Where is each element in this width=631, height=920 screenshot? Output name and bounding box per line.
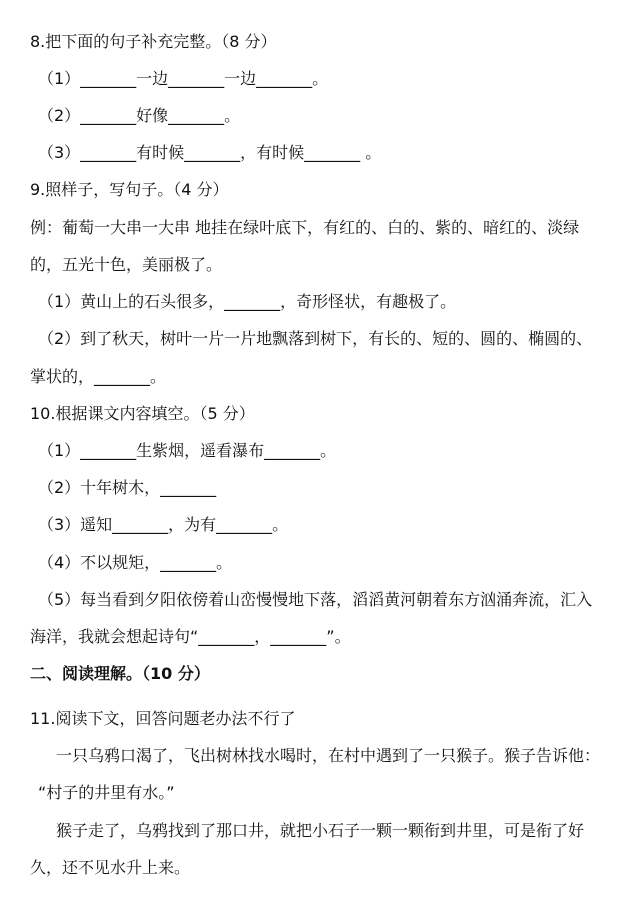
q8-item-2: （2）_______好像_______。 [38,106,241,125]
passage-p1-line-1: 一只乌鸦口渴了，飞出树林找水喝时，在村中遇到了一只猴子。猴子告诉他： [56,746,601,765]
q10-item-4: （4）不以规矩，_______。 [38,553,233,572]
q8-item-1: （1）_______一边_______一边_______。 [38,69,329,88]
q10-item-2: （2）十年树木，_______ [38,478,217,497]
q8-title: 8.把下面的句子补充完整。（8 分） [30,32,277,51]
part2-title: 二、阅读理解。（10 分） [30,664,210,683]
passage-p1-line-2: “村子的井里有水。” [38,783,175,802]
q9-item-1: （1）黄山上的石头很多，_______，奇形怪状，有趣极了。 [38,292,457,311]
q10-item-3: （3）遥知_______，为有_______。 [38,515,289,534]
q9-item-2-line-2: 掌状的，_______。 [30,367,167,386]
q10-item-1: （1）_______生紫烟，遥看瀑布_______。 [38,441,337,460]
q11-title: 11.阅读下文，回答问题老办法不行了 [30,709,296,728]
q10-item-5-line-2: 海洋，我就会想起诗句“_______，_______”。 [30,627,351,646]
q9-item-2-line-1: （2）到了秋天，树叶一片一片地飘落到树下，有长的、短的、圆的、椭圆的、 [38,329,593,348]
passage-p2-line-1: 猴子走了，乌鸦找到了那口井，就把小石子一颗一颗衔到井里，可是衔了好 [56,821,585,840]
q10-title: 10.根据课文内容填空。（5 分） [30,404,255,423]
passage-p2-line-2: 久，还不见水升上来。 [30,858,191,877]
q9-title: 9.照样子，写句子。（4 分） [30,180,229,199]
q8-item-3: （3）_______有时候_______，有时候_______ 。 [38,143,382,162]
q10-item-5-line-1: （5）每当看到夕阳依傍着山峦慢慢地下落，滔滔黄河朝着东方汹涌奔流，汇入 [38,590,593,609]
q9-example-line-2: 的，五光十色，美丽极了。 [30,255,223,274]
q9-example-line-1: 例：葡萄一大串一大串 地挂在绿叶底下，有红的、白的、紫的、暗红的、淡绿 [30,218,580,237]
